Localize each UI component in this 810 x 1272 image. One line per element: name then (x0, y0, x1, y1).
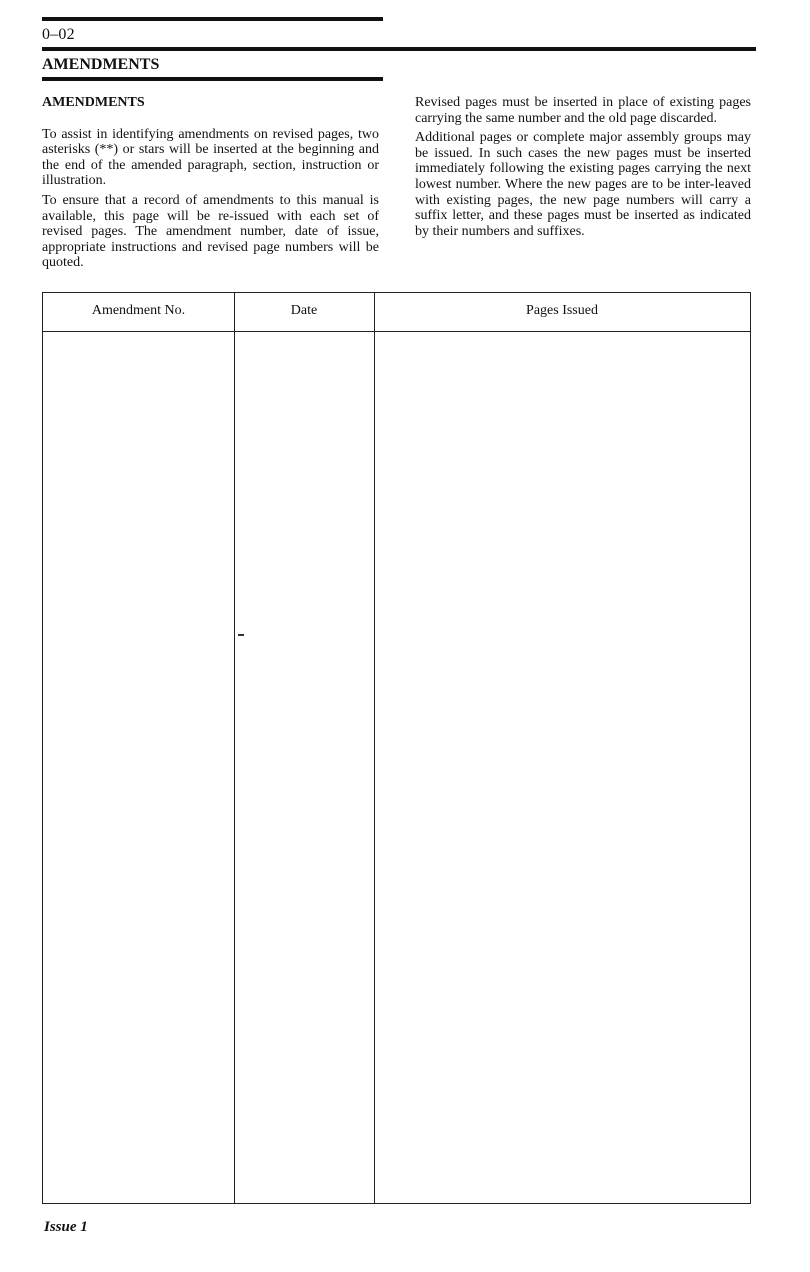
paragraph-additional-pages: Additional pages or complete major assembly groups may be issued. In such cases the new pages must be inserted immediately following the existing pages carrying the next lowest number. Where the new pages are to be inter-leaved with existing pages, the new page numbers will carry a suffix letter, and these pages must be inserted as indicated by their numbers and suffixes. (415, 130, 751, 239)
column-header-pages-issued: Pages Issued (526, 303, 598, 318)
amendment-record-table (42, 292, 751, 1204)
paragraph-revised-pages: Revised pages must be inserted in place of existing pages carrying the same number and the old page discarded. (415, 95, 751, 126)
paragraph-identifying-amendments: To assist in identifying amendments on revised pages, two asterisks (**) or stars will be inserted at the beginning and the end of the amended paragraph, section, instruction or illustration. (42, 126, 379, 189)
paragraph-record-of-amendments: To ensure that a record of amendments to this manual is available, this page will be re-issued with each set of revised pages. The amendment number, date of issue, appropriate instructions and revised page numbers will be quoted. (42, 192, 379, 271)
print-mark (238, 634, 244, 636)
title-underline-rule (42, 77, 383, 81)
table-header-divider (43, 331, 750, 332)
issue-label: Issue 1 (44, 1219, 88, 1235)
right-column (415, 95, 751, 239)
header-rule (42, 47, 756, 51)
column-divider (374, 293, 375, 1203)
column-divider (234, 293, 235, 1203)
left-column (42, 95, 379, 271)
column-header-date: Date (290, 303, 318, 318)
top-rule (42, 17, 383, 21)
amendments-heading: AMENDMENTS (42, 95, 145, 110)
page-code: 0–02 (42, 26, 75, 43)
section-title: AMENDMENTS (42, 56, 160, 73)
column-header-amendment-no: Amendment No. (91, 303, 186, 318)
